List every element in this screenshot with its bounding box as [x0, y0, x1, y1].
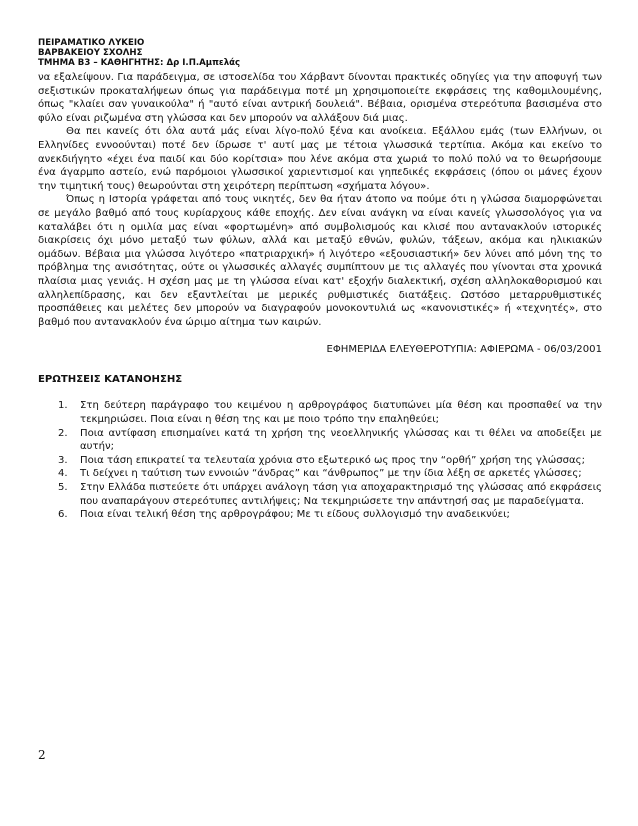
- question-item: [38, 427, 602, 454]
- article-body: [38, 71, 602, 329]
- document-page: [38, 38, 602, 522]
- article-source: ΕΦΗΜΕΡΙΔΑ ΕΛΕΥΘΕΡΟΤΥΠΙΑ: ΑΦΙΕΡΩΜΑ - 06/03/2001: [326, 344, 602, 356]
- class-teacher-line: ΤΜΗΜΑ Β3 – ΚΑΘΗΓΗΤΗΣ: Δρ Ι.Π.Αμπελάς: [38, 58, 241, 68]
- question-item: [38, 454, 602, 468]
- question-number: 4.: [58, 468, 68, 480]
- article-paragraph: Όπως η Ιστορία γράφεται από τους νικητές, δεν θα ήταν άτοπο να πούμε ότι η γλώσσα διαμορφώνεται σε μεγάλο βαθμό από τους κυρίαρχους κάθε εποχής. Δεν είναι ανάγκη να είναι κανείς γλωσσολόγος για να καταλάβει ότι η ομιλία μας είναι «φορτωμένη» από συμβολισμούς και κλισέ που αντανακλούν ιστορικές διακρίσεις όχι μόνο μεταξύ των φύλων, αλλά και μεταξύ εθνών, φυλών, τάξεων, ακόμα και ηλικιακών ομάδων. Βέβαια μια γλώσσα λιγότερο «πατριαρχική» ή λιγότερο «εξουσιαστική» δεν λύνει από μόνη της το πρόβλημα της ανισότητας, ούτε οι γλωσσικές αλλαγές συμπίπτουν με τις αλλαγές που γίνονται στα χρονικά πλαίσια μιας γενιάς. Η σχέση μας με τη γλώσσα είναι κατ' εξοχήν διαλεκτική, σχέση αλληλοκαθορισμού και αλληλεπίδρασης, και δεν εξαντλείται με μερικές ρυθμιστικές διατάξεις. Ωστόσο μεταρρυθμιστικές προσπάθειες και μελέτες δεν μπορούν να διαγραφούν μονοκοντυλιά ως «κανονιστικές» ή «τεχνητές», στο βαθμό που αντανακλούν ένα ώριμο αίτημα των καιρών.: [38, 194, 602, 328]
- question-text: Στη δεύτερη παράγραφο του κειμένου η αρθρογράφος διατυπώνει μία θέση και προσπαθεί να την τεκμηριώσει. Ποια είναι η θέση της και με ποιο τρόπο την επαληθεύει;: [80, 400, 602, 426]
- question-item: [38, 399, 602, 426]
- question-number: 3.: [58, 454, 68, 466]
- article-paragraph: να εξαλείψουν. Για παράδειγμα, σε ιστοσελίδα του Χάρβαντ δίνονται πρακτικές οδηγίες για την αποφυγή των σεξιστικών προκαταλήψεων όπως για παράδειγμα ποτέ μη χρησιμοποιείτε εκφράσεις της καθομιλουμένης, όπως "κλαίει σαν γυναικούλα" ή "αυτό είναι αντρική δουλειά". Βέβαια, ορισμένα στερεότυπα βασισμένα στο φύλο είναι ριζωμένα στη γλώσσα και δεν μπορούν να αλλάξουν διά μιας.: [38, 72, 602, 124]
- section-title: ΕΡΩΤΗΣΕΙΣ ΚΑΤΑΝΟΗΣΗΣ: [38, 373, 183, 385]
- article-paragraph: Θα πει κανείς ότι όλα αυτά μάς είναι λίγο-πολύ ξένα και ανοίκεια. Εξάλλου εμάς (των Ελλήνων, οι Ελληνίδες εννοούνται) ποτέ δεν ίδρωσε τ' αυτί μας με τέτοια γλωσσικά τερτίπια. Ακόμα και εκείνο το ανεκδιήγητο «έχει ένα παιδί και δύο κορίτσια» που λένε ακόμα στα χωριά το πολύ πολύ να το θεωρήσουμε ένα άγαρμπο αστείο, ενώ παρόμοιοι γλωσσικοί χαριεντισμοί και γηπεδικές εκφράσεις (όπου οι μάνες έχουν την τιμητική τους) θεωρούνται στη χειρότερη περίπτωση «σχήματα λόγου».: [38, 126, 602, 192]
- question-text: Ποια είναι τελική θέση της αρθρογράφου; Με τι είδους συλλογισμό την αναδεικνύει;: [80, 509, 510, 521]
- question-text: Στην Ελλάδα πιστεύετε ότι υπάρχει ανάλογη τάση για αποχαρακτηρισμό της γλώσσας από εκφράσεις που αναπαράγουν στερεότυπες αντιλήψεις; Να τεκμηριώσετε την απάντησή σας με παραδείγματα.: [80, 482, 602, 507]
- question-number: 6.: [58, 509, 68, 521]
- page-number: 2: [38, 748, 46, 762]
- school-name-line1: ΠΕΙΡΑΜΑΤΙΚΟ ΛΥΚΕΙΟ: [38, 38, 145, 48]
- document-header: [38, 38, 602, 68]
- question-number: 2.: [58, 427, 68, 439]
- question-item: [38, 508, 602, 522]
- question-item: [38, 481, 602, 508]
- question-number: 5.: [58, 482, 68, 494]
- school-name-line2: ΒΑΡΒΑΚΕΙΟΥ ΣΧΟΛΗΣ: [38, 48, 143, 58]
- questions-list: [38, 399, 602, 521]
- question-number: 1.: [58, 400, 68, 412]
- question-text: Τι δείχνει η ταύτιση των εννοιών “άνδρας” και “άνθρωπος” με την ίδια λέξη σε αρκετές γλώσσες;: [80, 468, 582, 480]
- question-text: Ποια τάση επικρατεί τα τελευταία χρόνια στο εξωτερικό ως προς την “ορθή” χρήση της γλώσσας;: [80, 454, 585, 466]
- question-text: Ποια αντίφαση επισημαίνει κατά τη χρήση της νεοελληνικής γλώσσας και τι θέλει να αποδείξει με αυτήν;: [80, 427, 602, 453]
- question-item: [38, 467, 602, 481]
